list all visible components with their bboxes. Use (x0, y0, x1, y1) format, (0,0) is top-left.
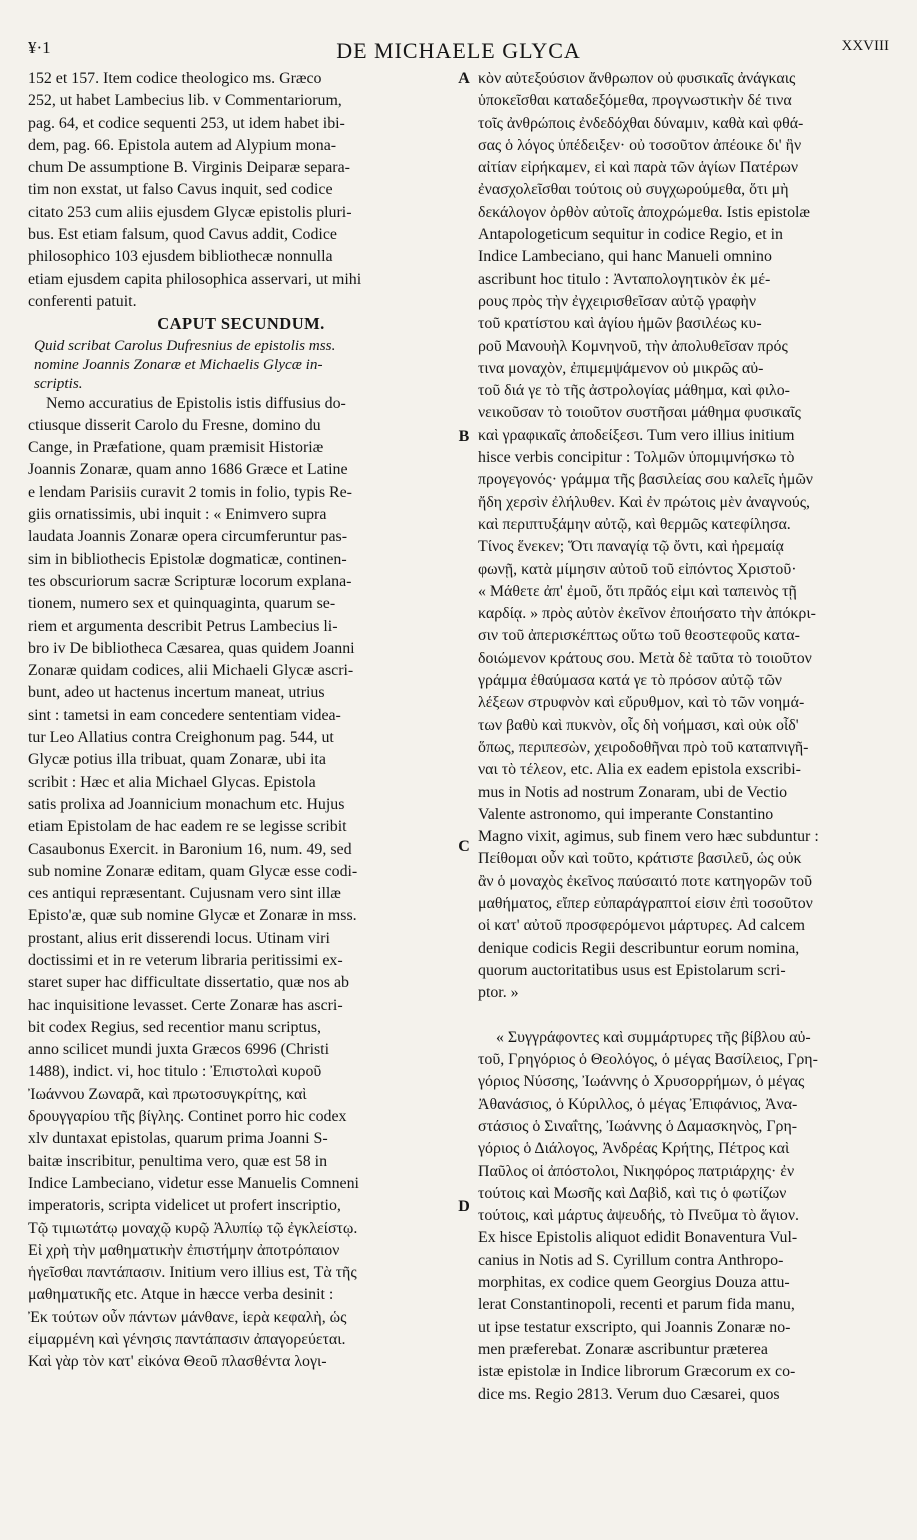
text-line: dem, pag. 66. Epistola autem ad Alypium mona- (28, 136, 337, 154)
text-line: σας ὁ λόγος ὑπέδειξεν· οὐ τοσοῦτον ἀπέοικε δι' ἣν (478, 136, 802, 154)
text-line: τοῦ κρατίστου καὶ ἁγίου ἡμῶν βασιλέως κυ- (478, 315, 762, 333)
text-line: xlv duntaxat epistolas, quarum prima Joanni S- (28, 1130, 328, 1148)
text-line: mus in Notis ad nostrum Zonaram, ubi de Vectio (478, 783, 788, 801)
text-line: τινα μοναχὸν, ἐπιμεμψάμενον οὐ μικρῶς αὐ- (478, 359, 764, 377)
text-line: citato 253 cum aliis ejusdem Glycæ epistolis pluri- (28, 203, 352, 221)
text-line: εἱμαρμένη καὶ γένησις παντάπασιν ἀπαγορεύεται. (28, 1331, 346, 1349)
margin-letter-c: C (458, 838, 470, 855)
text-line: τοῦ, Γρηγόριος ὁ Θεολόγος, ὁ μέγας Βασίλειος, Γρη- (478, 1051, 818, 1069)
text-line: τοῦ διά γε τὸ τῆς ἀστρολογίας μάθημα, καὶ φιλο- (478, 382, 790, 400)
text-line: baitæ inscribitur, penultima vero, quæ est 58 in (28, 1152, 328, 1170)
text-line: Cange, in Præfatione, quam præmisit Historiæ (28, 439, 324, 457)
text-line: Episto'æ, quæ sub nomine Glycæ et Zonaræ in mss. (28, 907, 357, 925)
text-line: tur Leo Allatius contra Creighonum pag. 544, ut (28, 729, 334, 747)
text-line: Zonaræ quidam codices, alii Michaeli Glycæ ascri- (28, 662, 354, 680)
text-line: ptor. » (478, 984, 519, 1002)
text-line: dice ms. Regio 2813. Verum duo Cæsarei, quos (478, 1385, 780, 1403)
text-line: hisce verbis concipitur : Τολμῶν ὑπομιμνήσκω τὸ (478, 449, 795, 467)
text-line: Ἰωάννου Ζωναρᾶ, καὶ πρωτοσυγκρίτης, καὶ (28, 1085, 307, 1103)
margin-letter-b: B (458, 428, 470, 445)
text-line: CAPUT SECUNDUM. (157, 314, 325, 334)
text-line: αἰτίαν εἰρήκαμεν, εἰ καὶ παρὰ τῶν ἁγίων Πατέρων (478, 159, 799, 177)
text-line: Magno vixit, agimus, sub finem vero hæc subduntur : (478, 828, 819, 846)
right-text-column (478, 68, 890, 1406)
running-title: DE MICHAELE GLYCA (336, 38, 581, 63)
text-line: Indice Lambeciano, videtur esse Manuelis Comneni (28, 1174, 359, 1192)
text-line: Καὶ γὰρ τὸν κατ' εἰκόνα Θεοῦ πλασθέντα λογι- (28, 1353, 327, 1371)
margin-letter-d: D (458, 1198, 470, 1215)
text-line: bit codex Regius, sed recentior manu scriptus, (28, 1018, 322, 1036)
text-line: tes obscuriorum sacræ Scripturæ locorum explana- (28, 572, 352, 590)
text-line: δοιώμενον κράτους σου. Μετὰ δὲ ταῦτα τὸ τοιοῦτον (478, 649, 812, 667)
text-line: στάσιος ὁ Σιναΐτης, Ἰωάννης ὁ Δαμασκηνὸς, Γρη- (478, 1117, 798, 1135)
text-line: tim non exstat, ut falso Cavus inquit, sed codice (28, 181, 333, 199)
text-line: γόριος ὁ Διάλογος, Ἀνδρέας Κρήτης, Πέτρος καὶ (478, 1140, 790, 1158)
text-line: lerat Constantinopoli, recenti et parum fida manu, (478, 1296, 795, 1314)
text-line: Antapologeticum sequitur in codice Regio, et in (478, 226, 783, 244)
text-line: Παῦλος οἱ ἀπόστολοι, Νικηφόρος πατριάρχης· ἐν (478, 1162, 795, 1180)
text-line: « Συγγράφοντες καὶ συμμάρτυρες τῆς βίβλου αὐ- (496, 1028, 811, 1046)
text-line: philosophico 103 ejusdem bibliothecæ nonnulla (28, 248, 333, 266)
text-line: Τῷ τιμιωτάτῳ μοναχῷ κυρῷ Ἀλυπίῳ τῷ ἐγκλείστῳ. (28, 1219, 358, 1237)
text-line: Εἰ χρὴ τὴν μαθηματικὴν ἐπιστήμην ἀποτρόπαιον (28, 1241, 340, 1259)
text-line: Valente astronomo, qui imperante Constantino (478, 805, 774, 823)
text-line: satis prolixa ad Joannicium monachum etc. Hujus (28, 795, 345, 813)
text-line: ascribunt hoc titulo : Ἀνταπολογητικὸν ἐκ μέ- (478, 270, 771, 288)
text-line: e lendam Parisiis curavit 2 tomis in folio, typis Re- (28, 483, 352, 501)
text-line: istæ epistolæ in Indice librorum Græcorum ex co- (478, 1363, 796, 1381)
text-line: Ex hisce Epistolis aliquot edidit Bonaventura Vul- (478, 1229, 798, 1247)
text-line: ἡγεῖσθαι παντάπασιν. Initium vero illius est, Τὰ τῆς (28, 1264, 357, 1282)
text-line: scriptis. (34, 374, 83, 392)
text-line: ἤδη χερσὶν ἐλήλυθεν. Καὶ ἐν πρώτοις μὲν ἀναγνούς, (478, 493, 811, 511)
text-line: denique codicis Regii describuntur eorum nomina, (478, 939, 800, 957)
text-line: men præferebat. Zonaræ ascribuntur præterea (478, 1340, 768, 1358)
text-line: conferenti patuit. (28, 292, 137, 310)
text-line: προγεγονός· γράμμα τῆς βασιλείας σου καλεῖς ἡμῶν (478, 471, 813, 489)
text-line: Τίνος ἕνεκεν; Ὅτι παναγίᾳ τῷ ὄντι, καὶ ἠρεμαίᾳ (478, 538, 784, 556)
left-text-column (28, 68, 454, 1374)
text-line: « Μάθετε ἀπ' ἐμοῦ, ὅτι πρᾶός εἰμι καὶ ταπεινὸς τῇ (478, 582, 797, 600)
text-line: ut ipse testatur exscripto, qui Joannis Zonaræ no- (478, 1318, 791, 1336)
text-line: κὸν αὐτεξούσιον ἄνθρωπον οὐ φυσικαῖς ἀνάγκαις (478, 70, 796, 87)
text-line: ναι τὸ τέλεον, etc. Alia ex eadem epistola exscribi- (478, 761, 801, 779)
text-line: bunt, adeo ut hactenus incertum maneat, utrius (28, 684, 325, 702)
text-line: tionem, numero sex et quinquaginta, quarum se- (28, 595, 336, 613)
text-line: Nemo accuratius de Epistolis istis diffusius do- (46, 394, 346, 412)
running-head (28, 38, 889, 62)
text-line: sub nomine Zonaræ editam, quam Glycæ esse codi- (28, 862, 358, 880)
text-line: καὶ γραφικαῖς ἀποδείξεσι. Tum vero illius initium (478, 426, 795, 444)
text-line: γράμμα ἐθαύμασα κατά γε τὸ πρόσον αὐτῷ τῶν (478, 672, 782, 690)
text-line: staret super hac difficultate dissertatio, quæ nos ab (28, 974, 349, 992)
text-line: καρδίᾳ. » πρὸς αὐτὸν ἐκεῖνον ἐποιήσατο τὴν ἀπόκρι- (478, 605, 816, 623)
text-line: sim in bibliothecis Epistolæ dogmaticæ, continen- (28, 550, 347, 568)
text-line: τοῖς ἀνθρώποις ἐνδεδόχθαι δύναμιν, καθὰ καὶ φθά- (478, 114, 804, 132)
text-line: Ἐκ τούτων οὖν πάντων μάνθανε, ἱερὰ κεφαλὴ, ὡς (28, 1308, 347, 1326)
text-line: σιν τοῦ ἀπερισκέπτως οὕτω τοῦ θεοστεφοῦς κατα- (478, 627, 800, 645)
text-line: sint : tametsi in eam concedere sententiam videa- (28, 706, 341, 724)
text-line: bro iv De bibliotheca Cæsarea, quas quidem Joanni (28, 639, 355, 657)
text-line: ces antiqui repræsentant. Cujusnam vero sint illæ (28, 885, 341, 903)
text-line: chum De assumptione B. Virginis Deiparæ separa- (28, 159, 350, 177)
text-line: δρουγγαρίου τῆς βίγλης. Continet porro hic codex (28, 1108, 347, 1126)
text-line: νεικοῦσαν τὸ τοιοῦτον συστῆσαι μάθημα φυσικαῖς (478, 404, 801, 422)
text-line: λέξεων στρυφνὸν καὶ εὔρυθμον, καὶ τὸ τῶν νοημά- (478, 694, 805, 712)
text-line: Casaubonus Exercit. in Baronium 16, num. 49, sed (28, 840, 352, 858)
text-line: οἱ κατ' αὐτοῦ προσφερόμενοι μάρτυρες. Ad calcem (478, 917, 805, 935)
page-number: ¥·1 (28, 38, 51, 57)
text-line: morphitas, ex codice quem Georgius Douza attu- (478, 1274, 790, 1292)
text-line: anno scilicet mundi juxta Græcos 6996 (Christi (28, 1041, 329, 1059)
text-line: Glycæ potius illa tribuat, quam Zonaræ, ubi ita (28, 751, 326, 769)
text-line: laudata Joannis Zonaræ opera circumferuntur pas- (28, 528, 348, 546)
text-line: quorum auctoritatibus usus est Epistolarum scri- (478, 961, 786, 979)
text-line: imperatoris, scripta videlicet ut profert inscriptio, (28, 1197, 341, 1215)
text-line: prostant, alius erit disserendi locus. Utinam viri (28, 929, 330, 947)
text-line: bus. Est etiam falsum, quod Cavus addit, Codice (28, 226, 337, 244)
text-line: των βαθὺ καὶ πυκνὸν, οἷς δὴ νοήμασι, καὶ οὐκ οἶδ' (478, 716, 799, 734)
text-line: etiam Epistolam de hac eadem re se legisse scribit (28, 818, 347, 836)
text-line: Indice Lambeciano, qui hanc Manueli omnino (478, 248, 772, 266)
text-line: μαθήματος, εἴπερ εὐπαράγραπτοί εἰσιν ἐπὶ τοσοῦτον (478, 894, 813, 912)
text-line: canius in Notis ad S. Cyrillum contra Anthropo- (478, 1251, 784, 1269)
text-line: scribit : Hæc et alia Michael Glycas. Epistola (28, 773, 316, 791)
text-line: Joannis Zonaræ, quam anno 1686 Græce et Latine (28, 461, 348, 479)
text-line: Πείθομαι οὖν καὶ τοῦτο, κράτιστε βασιλεῦ, ὡς οὐκ (478, 850, 802, 868)
text-line: γόριος Νύσσης, Ἰωάννης ὁ Χρυσορρήμων, ὁ μέγας (478, 1073, 805, 1091)
margin-letter-a: A (458, 70, 470, 87)
text-line: τούτοις καὶ Μωσῆς καὶ Δαβὶδ, καὶ τις ὁ φωτίζων (478, 1184, 787, 1202)
text-line: τούτοις, καὶ μάρτυς ἀψευδής, τὸ Πνεῦμα τὸ ἅγιον. (478, 1207, 799, 1225)
text-line: Quid scribat Carolus Dufresnius de epistolis mss. (34, 336, 336, 354)
text-line: ἂν ὁ μοναχὸς ἐκεῖνος παύσαιτό ποτε κατηγορῶν τοῦ (478, 872, 812, 890)
text-line: ὑποκεῖσθαι καταδεξόμεθα, προγνωστικὴν δέ τινα (478, 92, 792, 110)
section-number: XXVIII (841, 38, 889, 54)
text-line: Ἀθανάσιος, ὁ Κύριλλος, ὁ μέγας Ἐπιφάνιος, Ἀνα- (478, 1095, 798, 1113)
text-line: καὶ περιπτυξάμην αὐτῷ, καὶ θερμῶς κατεφίλησα. (478, 515, 791, 533)
text-line: 1488), indict. vi, hoc titulo : Ἐπιστολαὶ κυροῦ (28, 1063, 322, 1081)
text-line: ἐνασχολεῖσθαι τούτοις οὐ συγχωρούμεθα, ὅτι μὴ (478, 181, 789, 199)
text-line: ὅπως, περιπεσὼν, χειροδοθῆναι πρὸ τοῦ καταπνιγῆ- (478, 738, 809, 756)
text-line: 252, ut habet Lambecius lib. v Commentariorum, (28, 92, 342, 110)
text-line: riem et argumenta describit Petrus Lambecius li- (28, 617, 338, 635)
text-line: δεκάλογον ὀρθὸν αὐτοῖς ἀποχρώμεθα. Istis epistolæ (478, 203, 811, 221)
text-line: doctissimi et in re veterum libraria peritissimi ex- (28, 951, 343, 969)
text-line: ροῦ Μανουὴλ Κομνηνοῦ, τὴν ἀπολυθεῖσαν πρός (478, 337, 788, 355)
text-line: pag. 64, et codice sequenti 253, ut idem habet ibi- (28, 114, 345, 132)
text-line: ctiusque disserit Carolo du Fresne, domino du (28, 416, 321, 434)
text-line: etiam ejusdem capita philosophica asservari, ut mihi (28, 270, 362, 288)
text-line: μαθηματικῆς etc. Atque in hæcce verba desinit : (28, 1286, 334, 1304)
text-line: 152 et 157. Item codice theologico ms. Græco (28, 70, 322, 87)
text-line: giis ornatissimis, ubi inquit : « Enimvero supra (28, 506, 327, 524)
text-line: φωνῇ, κατὰ μίμησιν αὐτοῦ τοῦ εἰπόντος Χριστοῦ· (478, 560, 797, 578)
text-line: nomine Joannis Zonaræ et Michaelis Glycæ in- (34, 355, 323, 373)
text-line: ρους πρὸς τὴν ἐγχειρισθεῖσαν αὐτῷ γραφὴν (478, 292, 757, 310)
text-line (478, 1004, 890, 1026)
text-line: hac inquisitione levasset. Certe Zonaræ has ascri- (28, 996, 343, 1014)
